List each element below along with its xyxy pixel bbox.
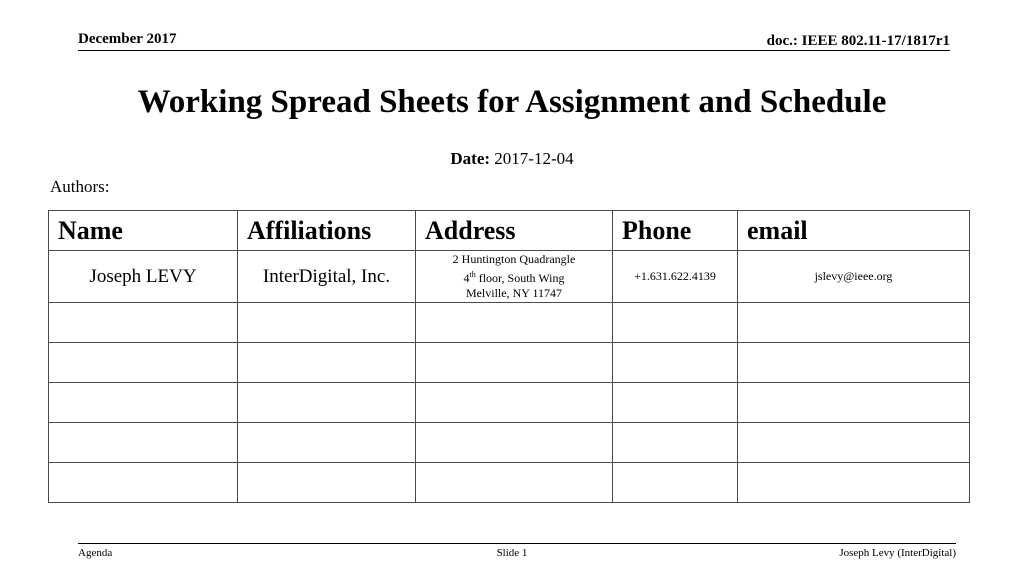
header-email: email bbox=[738, 211, 970, 251]
footer-left: Agenda bbox=[78, 547, 113, 559]
cell-phone: +1.631.622.4139 bbox=[613, 251, 738, 303]
header-address: Address bbox=[416, 211, 613, 251]
table-row bbox=[49, 343, 970, 383]
table-row bbox=[49, 383, 970, 423]
header-divider bbox=[78, 50, 950, 51]
footer-divider bbox=[78, 543, 956, 544]
address-floor-number: 4 bbox=[463, 271, 470, 285]
table-header-row bbox=[49, 211, 970, 251]
cell-email: jslevy@ieee.org bbox=[738, 251, 970, 303]
address-line-2 bbox=[416, 267, 612, 286]
date-value: 2017-12-04 bbox=[494, 149, 574, 168]
address-floor-suffix: th bbox=[469, 270, 476, 279]
header-date: December 2017 bbox=[78, 31, 177, 47]
table-row bbox=[49, 251, 970, 303]
header-name: Name bbox=[49, 211, 238, 251]
address-floor-rest: floor, South Wing bbox=[475, 271, 565, 285]
cell-name: Joseph LEVY bbox=[49, 251, 238, 303]
cell-address bbox=[416, 251, 613, 303]
slide-title: Working Spread Sheets for Assignment and Schedule bbox=[137, 84, 887, 120]
table-row bbox=[49, 423, 970, 463]
date-label: Date: bbox=[450, 149, 491, 168]
table-row bbox=[49, 303, 970, 343]
address-line-3: Melville, NY 11747 bbox=[465, 286, 563, 300]
table-row bbox=[49, 463, 970, 503]
address-line-1: 2 Huntington Quadrangle bbox=[452, 252, 576, 266]
footer-slide-number: Slide 1 bbox=[496, 547, 528, 559]
authors-table bbox=[48, 210, 970, 503]
header-phone: Phone bbox=[613, 211, 738, 251]
date-line bbox=[0, 149, 1024, 169]
header-doc-id: doc.: IEEE 802.11-17/1817r1 bbox=[766, 33, 950, 49]
authors-label: Authors: bbox=[50, 177, 110, 196]
cell-affiliation: InterDigital, Inc. bbox=[238, 251, 416, 303]
header-affiliations: Affiliations bbox=[238, 211, 416, 251]
footer-author: Joseph Levy (InterDigital) bbox=[839, 547, 956, 559]
